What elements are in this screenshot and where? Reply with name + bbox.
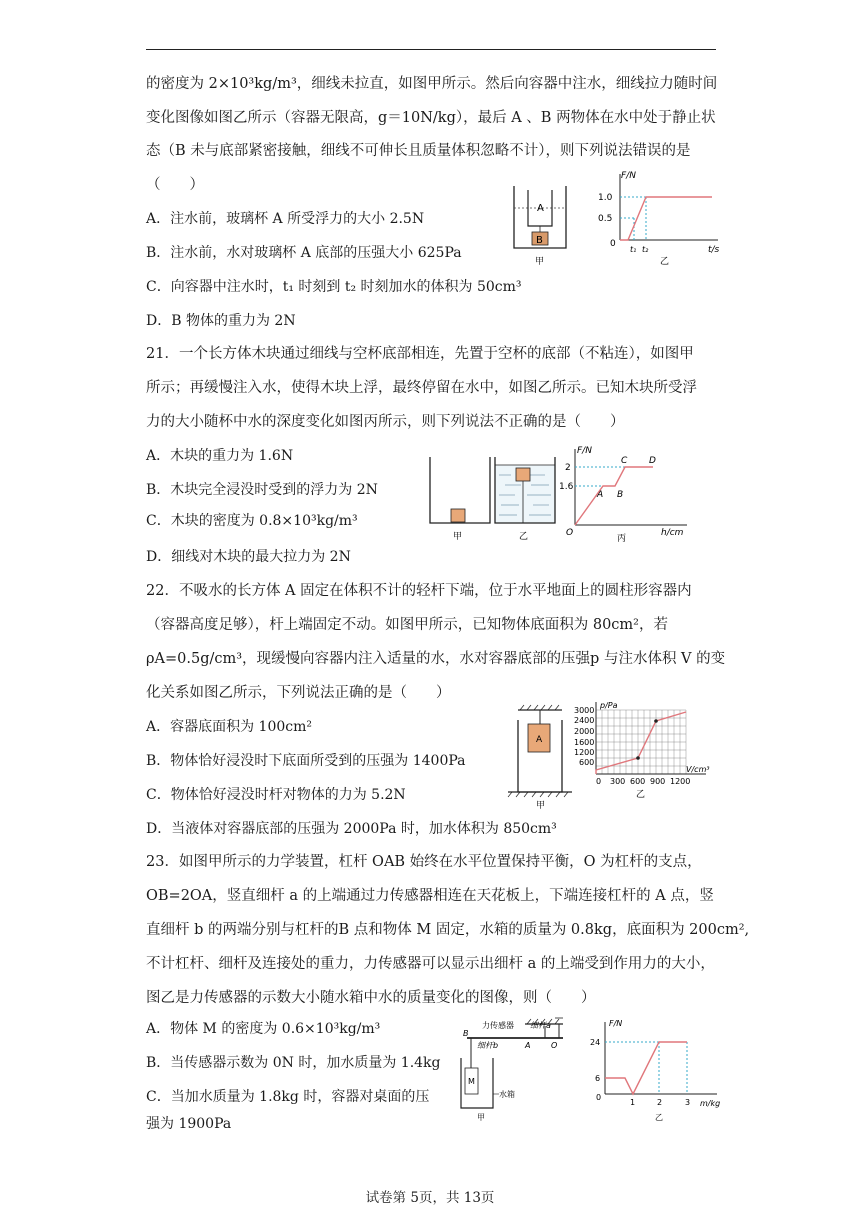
q22-label-a: A [536, 735, 543, 745]
q20-option-c: C．向容器中注水时，t₁ 时刻到 t₂ 时刻加水的体积为 50cm³ [146, 279, 522, 295]
q23-option-a: A．物体 M 的密度为 0.6×10³kg/m³ [146, 1021, 381, 1037]
q21-caption-1: 甲 [453, 532, 463, 542]
q20-caption-right: 乙 [660, 257, 670, 267]
q20-caption-left: 甲 [535, 257, 545, 267]
q20-line-2: 变化图像如图乙所示（容器无限高，g＝10N/kg），最后 A 、B 两物体在水中处于静止状 [146, 110, 716, 126]
q22-line-4: 化关系如图乙所示，下列说法正确的是（ ） [146, 685, 451, 701]
q23-tick-6: 6 [595, 1074, 601, 1083]
q21-pt-b: B [617, 490, 624, 500]
q22-xtick-0: 0 [596, 777, 602, 786]
q21-line-3: 力的大小随杯中水的深度变化如图丙所示，则下列说法不正确的是（ ） [146, 414, 625, 430]
q21-force-graph [559, 446, 687, 544]
q22-grid [596, 710, 686, 774]
q23-ylabel: F/N [609, 1019, 623, 1028]
q22-ytick-600: 600 [579, 758, 595, 767]
q23-line-2: OB=2OA，竖直细杆 a 的上端通过力传感器相连在天花板上，下端连接杠杆的 A 点，竖 [146, 888, 714, 904]
q23-figure [455, 1016, 725, 1126]
q23-option-c: C．当加水质量为 1.8kg 时，容器对桌面的压 [146, 1089, 430, 1105]
q20-ylabel: F/N [621, 171, 636, 181]
q20-line-4: （ ） [146, 177, 204, 193]
q23-caption-right: 乙 [655, 1113, 663, 1122]
q23-option-b: B．当传感器示数为 0N 时，加水质量为 1.4kg [146, 1055, 441, 1071]
q22-option-b: B．物体恰好浸没时下底面所受到的压强为 1400Pa [146, 753, 466, 769]
q20-label-b: B [536, 235, 543, 246]
q22-xlabel: V/cm³ [686, 765, 710, 774]
q23-line-5: 图乙是力传感器的示数大小随水箱中水的质量变化的图像，则（ ） [146, 990, 596, 1006]
q23-lever-diagram [461, 1018, 563, 1122]
q23-xtick-1: 1 [630, 1098, 636, 1107]
q22-line-1: 22．不吸水的长方体 A 固定在体积不计的轻杆下端，位于水平地面上的圆柱形容器内 [146, 583, 692, 599]
q22-xtick-600: 600 [630, 777, 646, 786]
q21-pt-d: D [649, 456, 656, 466]
q21-option-b: B．木块完全浸没时受到的浮力为 2N [146, 482, 378, 498]
q23-line-3: 直细杆 b 的两端分别与杠杆的B 点和物体 M 固定，水箱的质量为 0.8kg，底面积为 200cm², [146, 922, 750, 938]
q22-figure [500, 702, 725, 812]
q20-t2: t₂ [642, 245, 649, 254]
q21-origin: O [566, 528, 574, 538]
q21-tick-2: 2 [565, 463, 571, 473]
q21-ylabel: F/N [577, 446, 592, 456]
q23-point-o: O [551, 1041, 558, 1050]
q22-option-c: C．物体恰好浸没时杆对物体的力为 5.2N [146, 787, 406, 803]
q22-container-diagram [508, 705, 572, 811]
q22-ylabel: p/Pa [600, 702, 618, 710]
q20-t1: t₁ [630, 245, 637, 254]
q22-ytick-2400: 2400 [574, 716, 595, 725]
q23-force-graph [590, 1019, 720, 1122]
q22-pressure-graph [574, 702, 710, 800]
q21-xlabel: h/cm [661, 528, 684, 538]
q20-option-b: B．注水前，水对玻璃杯 A 底部的压强大小 625Pa [146, 245, 462, 261]
q22-ytick-3000: 3000 [574, 706, 595, 715]
q20-tick-0-5: 0.5 [598, 214, 613, 224]
q22-xtick-900: 900 [650, 777, 666, 786]
q22-option-d: D．当液体对容器底部的压强为 2000Pa 时，加水体积为 850cm³ [146, 821, 557, 837]
q23-tick-24: 24 [590, 1038, 601, 1047]
q22-xtick-1200: 1200 [670, 777, 691, 786]
q22-ytick-1200: 1200 [574, 748, 595, 757]
q21-cup-a [430, 457, 490, 542]
q21-line-1: 21．一个长方体木块通过细线与空杯底部相连，先置于空杯的底部（不粘连），如图甲 [146, 346, 694, 362]
q20-tick-1-0: 1.0 [598, 193, 613, 203]
q23-caption-left: 甲 [477, 1113, 485, 1122]
q21-pt-c: C [621, 456, 628, 466]
q20-container-diagram [514, 186, 566, 267]
q22-ytick-1600: 1600 [574, 738, 595, 747]
page-footer: 试卷第 5页，共 13页 [365, 1190, 495, 1206]
q22-ytick-2000: 2000 [574, 727, 595, 736]
q21-cup-b [495, 457, 555, 542]
q21-caption-3: 丙 [617, 534, 627, 544]
q23-sensor-label: 力传感器 [482, 1021, 514, 1030]
q21-option-a: A．木块的重力为 1.6N [146, 448, 294, 464]
q21-caption-2: 乙 [519, 532, 529, 542]
q20-option-d: D．B 物体的重力为 2N [146, 313, 296, 329]
q23-point-a: A [525, 1041, 531, 1050]
q23-line-1: 23．如图甲所示的力学装置，杠杆 OAB 始终在水平位置保持平衡，O 为杠杆的支点， [146, 854, 702, 870]
q22-line-3: ρA=0.5g/cm³，现缓慢向容器内注入适量的水，水对容器底部的压强p 与注水体积 V 的变 [146, 651, 726, 667]
q21-option-c: C．木块的密度为 0.8×10³kg/m³ [146, 513, 358, 529]
q21-line-2: 所示；再缓慢注入水，使得木块上浮，最终停留在水中，如图乙所示。已知木块所受浮 [146, 380, 697, 396]
q20-figure [500, 168, 730, 268]
q23-line-4: 不计杠杆、细杆及连接处的重力，力传感器可以显示出细杆 a 的上端受到作用力的大小， [146, 956, 715, 972]
q21-tick-1-6: 1.6 [559, 482, 574, 492]
header-rule [146, 49, 716, 50]
q22-caption-left: 甲 [536, 801, 546, 811]
q20-label-a: A [537, 203, 544, 214]
q23-label-m: M [468, 1077, 475, 1086]
q23-xtick-2: 2 [657, 1098, 663, 1107]
q22-caption-right: 乙 [636, 790, 646, 800]
q20-origin: 0 [610, 239, 616, 249]
q23-origin: 0 [596, 1093, 602, 1102]
q23-tank-label: 水箱 [499, 1090, 515, 1099]
q21-option-d: D．细线对木块的最大拉力为 2N [146, 549, 351, 565]
q23-xlabel: m/kg [700, 1099, 721, 1108]
q20-xlabel: t/s [708, 245, 720, 255]
q23-rod-b-label: 细杆b [477, 1041, 499, 1050]
q23-point-b: B [463, 1029, 469, 1038]
q23-rod-a-label: 细杆a [530, 1021, 551, 1030]
q20-line-1: 的密度为 2×10³kg/m³，细线未拉直，如图甲所示。然后向容器中注水，细线拉力随时间 [146, 76, 718, 92]
q21-figure [425, 445, 725, 545]
q20-option-a: A．注水前，玻璃杯 A 所受浮力的大小 2.5N [146, 211, 425, 227]
q20-force-graph [598, 171, 720, 267]
q22-option-a: A．容器底面积为 100cm² [146, 719, 313, 735]
q23-xtick-3: 3 [685, 1098, 691, 1107]
q23-option-d: 强为 1900Pa [146, 1116, 232, 1132]
q22-xtick-300: 300 [610, 777, 626, 786]
q20-line-3: 态（B 未与底部紧密接触，细线不可伸长且质量体积忽略不计），则下列说法错误的是 [146, 143, 691, 159]
q21-pt-a: A [597, 490, 604, 500]
q22-line-2: （容器高度足够），杆上端固定不动。如图甲所示，已知物体底面积为 80cm²，若 [146, 617, 668, 633]
